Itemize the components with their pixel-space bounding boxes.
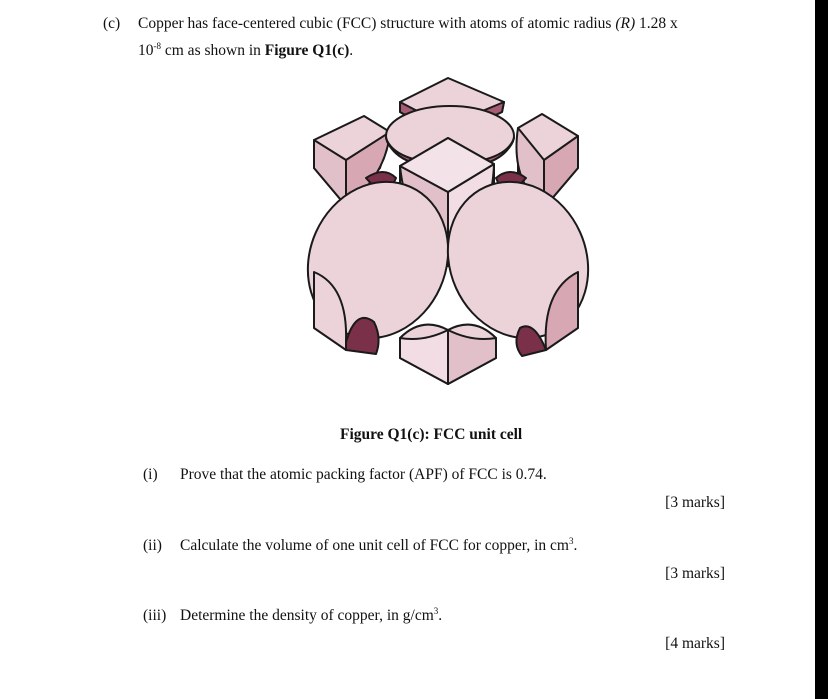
fcc-unit-cell-figure [296, 76, 596, 394]
line-end: . [349, 42, 354, 59]
part-c-text: Copper has face-centered cubic (FCC) structure with atoms of atomic radius [138, 15, 612, 32]
question-2-text-line [180, 536, 577, 556]
question-3-end: . [438, 607, 443, 624]
page-edge-shadow [815, 0, 828, 699]
power-exponent: -8 [153, 41, 161, 51]
power-base: 10 [138, 42, 154, 59]
atom-bottom-front-corner-right [448, 330, 496, 384]
part-c-line-1 [138, 14, 678, 34]
question-3-exponent: 3 [433, 606, 439, 616]
radius-value: 1.28 x [639, 15, 678, 32]
figure-reference: Figure Q1(c) [264, 42, 350, 59]
unit-text: cm as shown in [161, 42, 265, 59]
radius-symbol: (R) [615, 15, 636, 32]
question-3-marks: [4 marks] [665, 635, 725, 652]
part-c-line-2 [138, 41, 353, 61]
question-2-end: . [573, 537, 578, 554]
question-2-number: (ii) [143, 537, 162, 554]
question-1-text: Prove that the atomic packing factor (APF) of FCC is 0.74. [180, 466, 547, 483]
question-3-text-line [180, 606, 442, 626]
question-1-marks: [3 marks] [665, 494, 725, 511]
question-1-number: (i) [143, 466, 158, 483]
question-3-text: Determine the density of copper, in g/cm [180, 607, 434, 624]
question-2-exponent: 3 [568, 536, 574, 546]
atom-bottom-front-corner-left [400, 330, 448, 384]
figure-caption: Figure Q1(c): FCC unit cell [340, 426, 523, 443]
question-2-marks: [3 marks] [665, 565, 725, 582]
part-c-label: (c) [103, 15, 121, 32]
question-2-text: Calculate the volume of one unit cell of FCC for copper, in cm [180, 537, 569, 554]
question-3-number: (iii) [143, 607, 167, 624]
